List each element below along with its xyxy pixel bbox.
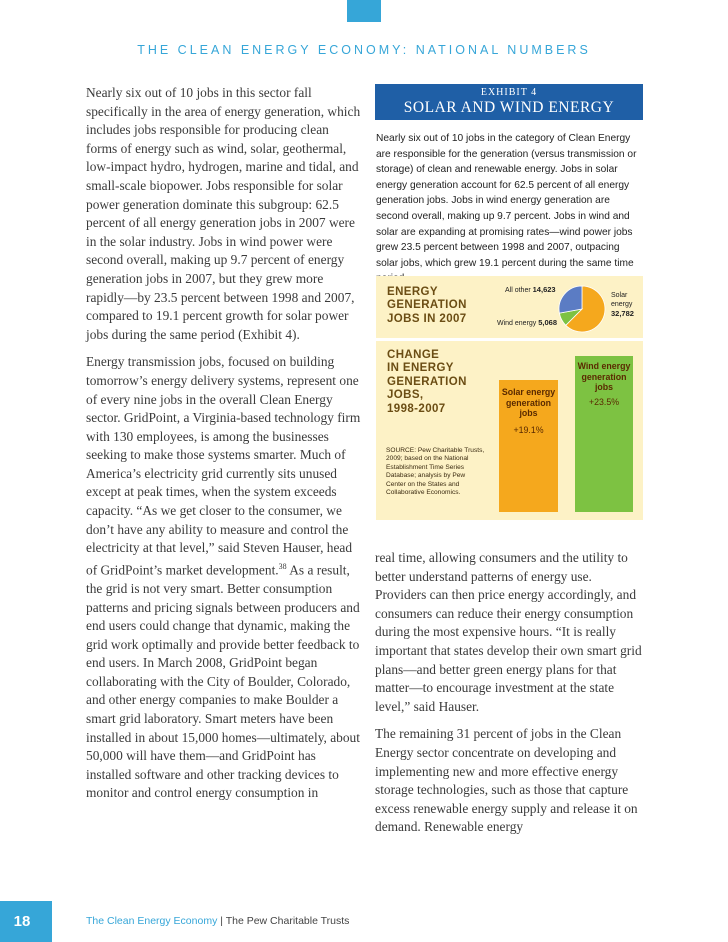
pie-label-all-other-name: All other (505, 287, 531, 294)
exhibit-header (375, 84, 643, 120)
footer-publisher: The Pew Charitable Trusts (225, 915, 350, 927)
footer (86, 915, 349, 927)
left-paragraph-2 (86, 353, 361, 803)
pie-label-solar (611, 291, 641, 319)
pie-slice-all-other (559, 286, 582, 313)
page-header-title: THE CLEAN ENERGY ECONOMY: NATIONAL NUMBERS (137, 43, 591, 57)
bar-label-wind: Wind energy generation jobs (577, 361, 631, 393)
exhibit-title: SOLAR AND WIND ENERGY (403, 99, 615, 116)
right-paragraph-1: real time, allowing consumers and the utility to better understand patterns of energy use. Providers can then price energy accordingly, and consumers can reduce their energy consumption during the most expensive hours. “It is really important that states develop their own smart grid plans—and better green energy plans for that matter—to encourage investment at the state level,” said Hauser. (375, 550, 642, 714)
source-note: SOURCE: Pew Charitable Trusts, 2009; based on the National Establishment Time Series Database; analysis by Pew Center on the States and Collaborative Economics. (386, 447, 485, 497)
generation-jobs-title: ENERGY GENERATION JOBS IN 2007 (387, 286, 467, 325)
bar-value-wind: +23.5% (588, 397, 620, 407)
top-tab-marker (347, 0, 381, 22)
pie-label-solar-name: Solar energy (611, 292, 633, 308)
footnote-ref[interactable]: 38 (278, 561, 287, 571)
left-paragraph-2-end: As a result, the grid is not very smart. Better consumption patterns and pricing signals between producers and end users could change that dynamic, making the grid work optimally and provide better feedback to end users. In March 2008, GridPoint began collaborating with the City of Boulder, Colorado, and other energy companies to make Boulder a smart grid laboratory. Smart meters have been installed in about 15,000 homes—ultimately, about 50,000 will have them—and GridPoint has installed software and other tracking devices to monitor and control energy consumption in (86, 562, 360, 801)
pie-label-wind (497, 318, 557, 327)
exhibit-description: Nearly six out of 10 jobs in the category of Clean Energy are responsible for the generation (versus transmission or storage) of clean and renewable energy. Jobs in solar energy generation account for 62.5 percent of all energy generation jobs. Jobs in wind energy generation are second overall, making up 9.7 percent. Jobs in wind and solar are expanding at promising rates—wind power jobs grew 23.5 percent between 1998 and 2007, outpacing solar jobs, which grew 19.1 percent during the same time (376, 133, 637, 269)
left-column (86, 84, 361, 812)
pie-label-all-other-value: 14,623 (532, 285, 556, 294)
right-paragraph-2: The remaining 31 percent of jobs in the Clean Energy sector concentrate on developing and implementing new and more effective energy storage technologies, such as those that capture excess renewable energy supply and release it on demand. Renewable energy (375, 726, 638, 835)
exhibit-label: EXHIBIT 4 (480, 87, 538, 98)
left-paragraph-1: Nearly six out of 10 jobs in this sector fall specifically in the area of energy generation, which includes jobs responsible for producing clean forms of energy such as wind, solar, geothermal, low-impact hydro, hydrogen, marine and tidal, and small-scale biopower. Jobs responsible for solar power generation dominate this subgroup: 62.5 percent of all energy generation jobs in 2007 were in the solar industry. Jobs in wind power were second overall, making up 9.7 percent of energy generation jobs in 2007, but they grew more rapidly—by 23.5 percent between 1998 and 2007, compared to 19.1 percent growth for solar power jobs during the same period (Exhibit 4). (86, 85, 361, 342)
bar-value-solar: +19.1% (513, 425, 544, 435)
right-column (375, 549, 643, 846)
page-number: 18 (13, 913, 31, 930)
generation-pie-chart (557, 284, 607, 334)
pie-label-solar-value: 32,782 (611, 309, 634, 318)
left-paragraph-2-start: Energy transmission jobs, focused on building tomorrow’s energy delivery systems, represent one of every nine jobs in the overall Clean Energy sector. GridPoint, a Virginia-based technology firm with 130 employees, is among the businesses seeking to make those systems smarter. Much of America’s electricity grid currently sits unused except at peak times, when the system exceeds capacity. “As we get closer to the consumer, we don’t have any ability to measure and control the electricity at that level,” said Steven Hauser, head of GridPoint’s market development. (86, 354, 361, 578)
footer-publication: The Clean Energy Economy (86, 915, 218, 927)
pie-label-wind-value: 5,068 (538, 318, 558, 327)
pie-label-all-other (505, 285, 556, 294)
footer-separator: | (217, 915, 226, 927)
change-jobs-title: CHANGE IN ENERGY GENERATION JOBS, 1998-2007 (387, 349, 467, 415)
pie-label-wind-name: Wind energy (497, 320, 537, 327)
bar-label-solar: Solar energy generation jobs (501, 387, 556, 419)
